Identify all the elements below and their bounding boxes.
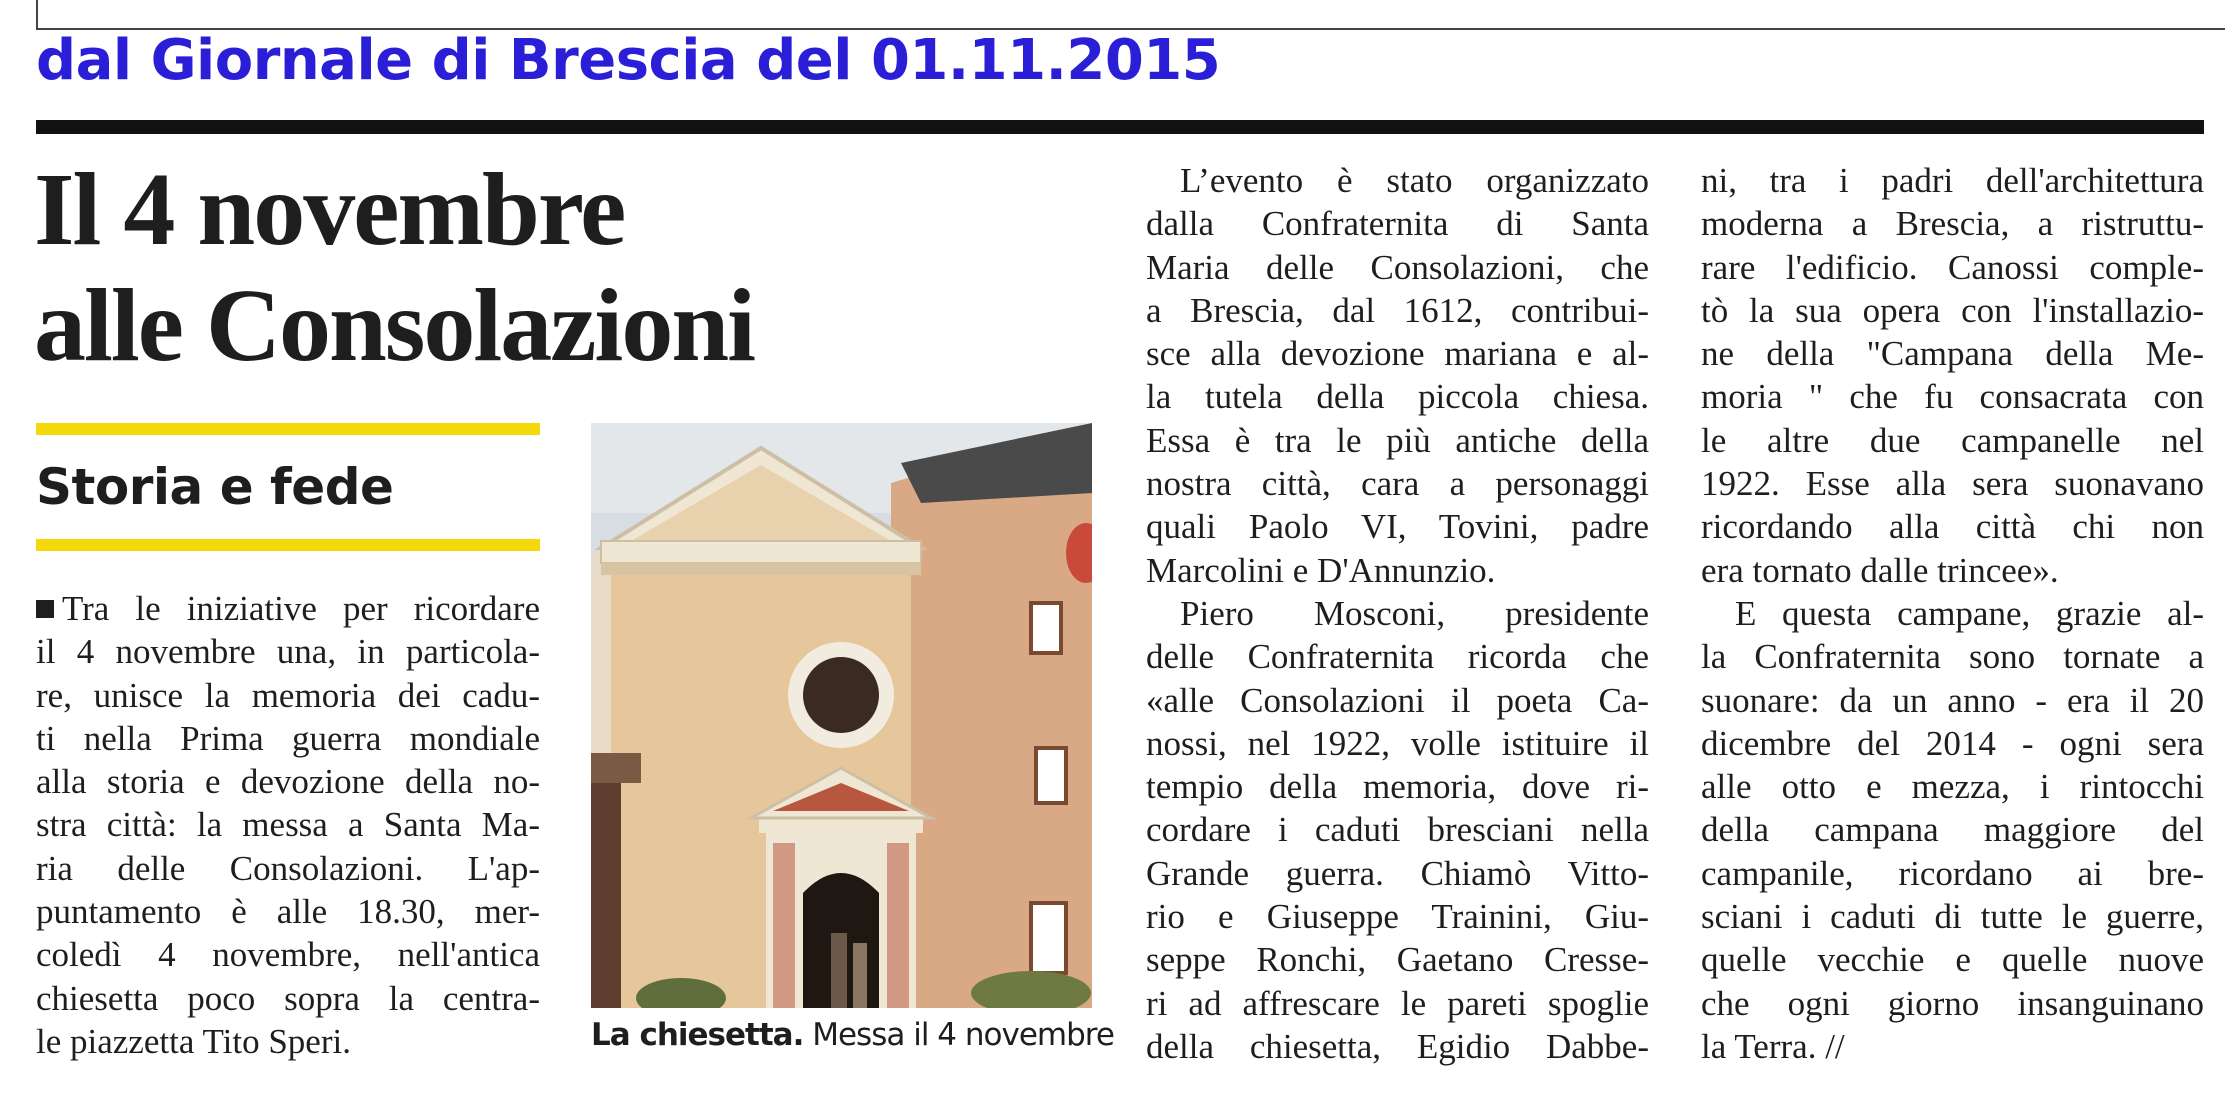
text-line: della campana maggiore del — [1701, 810, 2204, 850]
text-line: moria " che fu consacrata con — [1701, 377, 2204, 417]
text-line: sce alla devozione mariana e al- — [1146, 334, 1649, 374]
text-line: suonare: da un anno - era il 20 — [1701, 680, 2204, 720]
header-rule — [36, 120, 2204, 134]
text-line: nossi, nel 1922, volle istituire il — [1146, 723, 1649, 763]
text-line: della chiesetta, Egidio Dabbe- — [1146, 1026, 1649, 1066]
text-line: «alle Consolazioni il poeta Ca- — [1146, 680, 1649, 720]
text-line — [36, 587, 540, 630]
text-line: rare l'edificio. Canossi comple- — [1701, 247, 2204, 287]
text-line: alle otto e mezza, i rintocchi — [1701, 767, 2204, 807]
text-line: delle Confraternita ricorda che — [1146, 637, 1649, 677]
article-column-3 — [1146, 159, 1649, 1068]
text-line: ni, tra i padri dell'architettura — [1701, 161, 2204, 200]
text-line: ricordando alla città chi non — [1701, 507, 2204, 547]
text-line: ti nella Prima guerra mondiale — [36, 718, 540, 758]
text-line: tò la sua opera con l'installazio- — [1701, 290, 2204, 330]
article-column-1 — [36, 587, 540, 1063]
caption-text: Messa il 4 novembre — [803, 1017, 1114, 1053]
text-line: la tutela della piccola chiesa. — [1146, 377, 1649, 417]
text-line: L’evento è stato organizzato — [1180, 161, 1649, 200]
text-line: a Brescia, dal 1612, contribui- — [1146, 290, 1649, 330]
bullet-square-icon — [36, 600, 54, 618]
church-facade-illustration — [591, 423, 1092, 1008]
text-line: sciani i caduti di tutte le guerre, — [1701, 897, 2204, 937]
source-line: dal Giornale di Brescia del 01.11.2015 — [36, 28, 1221, 93]
text-line: che ogni giorno insanguinano — [1701, 983, 2204, 1023]
text-line: quelle vecchie e quelle nuove — [1701, 940, 2204, 980]
text-line: stra città: la messa a Santa Ma- — [36, 805, 540, 845]
text-line: rio e Giuseppe Trainini, Giu- — [1146, 897, 1649, 937]
headline-line-1: Il 4 novembre — [34, 152, 625, 267]
section-rule-bottom — [36, 539, 540, 551]
top-frame-border — [36, 0, 2225, 30]
text-line: la Terra. // — [1701, 1026, 1845, 1066]
text-line: E questa campane, grazie al- — [1735, 593, 2204, 633]
section-rule-top — [36, 423, 540, 435]
text-line: cordare i caduti bresciani nella — [1146, 810, 1649, 850]
headline — [34, 152, 1114, 384]
headline-line-2: alle Consolazioni — [34, 268, 755, 383]
text-line: 1922. Esse alla sera suonavano — [1701, 464, 2204, 504]
text-line: puntamento è alle 18.30, mer- — [36, 892, 540, 932]
text-line: alla storia e devozione della no- — [36, 762, 540, 802]
text-line: dicembre del 2014 - ogni sera — [1701, 723, 2204, 763]
text-line: tempio della memoria, dove ri- — [1146, 767, 1649, 807]
text-line: ri ad affrescare le pareti spoglie — [1146, 983, 1649, 1023]
text-line: re, unisce la memoria dei cadu- — [36, 675, 540, 715]
text-line: le altre due campanelle nel — [1701, 420, 2204, 460]
caption-bold: La chiesetta. — [591, 1017, 804, 1053]
text-line-content: Tra le iniziative per ricordare — [62, 589, 540, 628]
church-photo — [591, 423, 1092, 1008]
text-line: moderna a Brescia, a ristruttu- — [1701, 204, 2204, 244]
photo-caption — [591, 1017, 1114, 1053]
text-line: seppe Ronchi, Gaetano Cresse- — [1146, 940, 1649, 980]
text-line: era tornato dalle trincee». — [1701, 550, 2059, 590]
text-line: Piero Mosconi, presidente — [1180, 593, 1649, 633]
text-line: nostra città, cara a personaggi — [1146, 464, 1649, 504]
text-line: ria delle Consolazioni. L'ap- — [36, 848, 540, 888]
text-line: Essa è tra le più antiche della — [1146, 420, 1649, 460]
text-line: Maria delle Consolazioni, che — [1146, 247, 1649, 287]
text-line: Marcolini e D'Annunzio. — [1146, 550, 1496, 590]
text-line: coledì 4 novembre, nell'antica — [36, 935, 540, 975]
section-title: Storia e fede — [36, 458, 394, 516]
text-line: campanile, ricordano ai bre- — [1701, 853, 2204, 893]
text-line: quali Paolo VI, Tovini, padre — [1146, 507, 1649, 547]
text-line: ne della "Campana della Me- — [1701, 334, 2204, 374]
text-line: il 4 novembre una, in particola- — [36, 632, 540, 672]
text-line: dalla Confraternita di Santa — [1146, 204, 1649, 244]
text-line: chiesetta poco sopra la centra- — [36, 978, 540, 1018]
text-line: Grande guerra. Chiamò Vitto- — [1146, 853, 1649, 893]
article-column-4 — [1701, 159, 2204, 1068]
text-line: la Confraternita sono tornate a — [1701, 637, 2204, 677]
text-line: le piazzetta Tito Speri. — [36, 1021, 351, 1061]
